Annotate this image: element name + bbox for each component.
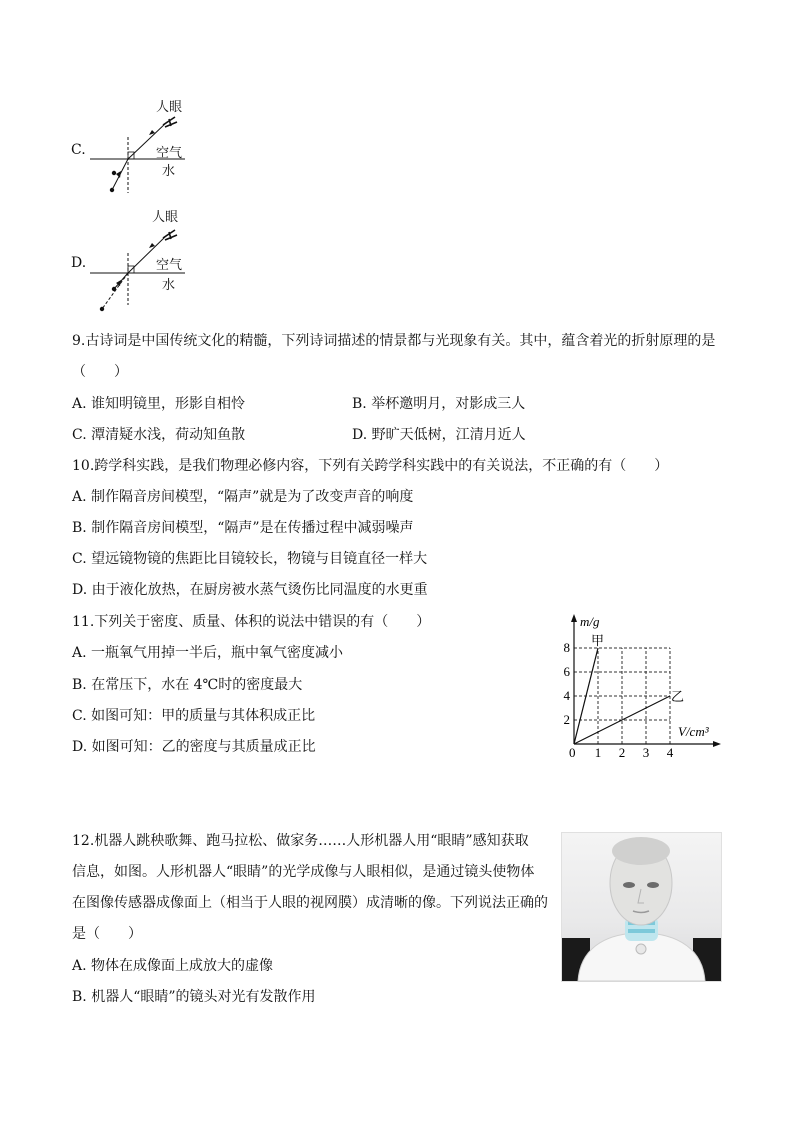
q10-option-b: B. 制作隔音房间模型，“隔声”是在传播过程中减弱噪声	[72, 520, 414, 536]
y-tick-label: 6	[563, 664, 570, 679]
y-tick-label: 2	[563, 712, 570, 727]
option-d-label: D.	[71, 255, 87, 271]
x-tick-label: 3	[642, 745, 650, 760]
q11-option-d: D. 如图可知：乙的密度与其质量成正比	[72, 739, 316, 755]
eye-icon	[163, 230, 177, 240]
q11-option-a: A. 一瓶氧气用掉一半后，瓶中氧气密度减小	[72, 645, 344, 661]
q9-option-a: A. 谁知明镜里，形影自相怜	[72, 396, 246, 412]
diagram-c-water-label: 水	[162, 164, 176, 179]
diagram-d-water-label: 水	[162, 278, 176, 293]
q12-option-a: A. 物体在成像面上成放大的虚像	[72, 958, 274, 974]
y-axis-label: m/g	[580, 614, 600, 629]
q9-option-b: B. 举杯邀明月，对影成三人	[352, 396, 526, 412]
x-tick-label: 2	[618, 745, 626, 760]
q10-option-c: C. 望远镜物镜的焦距比目镜较长，物镜与目镜直径一样大	[72, 551, 428, 567]
y-tick-label: 8	[563, 640, 570, 655]
x-axis-label: V/cm³	[678, 724, 709, 739]
diagram-c-eye-label: 人眼	[156, 100, 183, 115]
q12-option-b: B. 机器人“眼睛”的镜头对光有发散作用	[72, 989, 316, 1005]
line-jia-label: 甲	[591, 634, 605, 649]
x-tick-label: 1	[594, 745, 602, 760]
refraction-diagram-d	[85, 205, 205, 315]
x-axis-arrow	[713, 741, 721, 747]
robot-figure	[562, 833, 721, 981]
q9-option-d: D. 野旷天低树，江清月近人	[352, 427, 526, 443]
option-c-label: C.	[71, 142, 86, 158]
graph-grid	[574, 648, 670, 744]
line-yi-label: 乙	[671, 690, 685, 705]
q10-option-d: D. 由于液化放热，在厨房被水蒸气烫伤比同温度的水更重	[72, 582, 428, 598]
diagram-c-air-label: 空气	[156, 146, 183, 161]
q12-stem-line-2: 信息，如图。人形机器人“眼睛”的光学成像与人眼相似，是通过镜头使物体	[72, 864, 535, 880]
q11-option-b: B. 在常压下，水在 4℃时的密度最大	[72, 677, 303, 693]
y-tick-label: 4	[563, 688, 570, 703]
diagram-d-eye-label: 人眼	[152, 210, 179, 225]
mass-volume-graph	[560, 612, 735, 762]
origin-label: 0	[569, 745, 576, 760]
q9-option-c: C. 潭清疑水浅，荷动知鱼散	[72, 427, 246, 443]
q9-stem: 9.古诗词是中国传统文化的精髓，下列诗词描述的情景都与光现象有关。其中，蕴含着光的折射原理的是	[72, 333, 716, 349]
q12-stem-line-3: 在图像传感器成像面上（相当于人眼的视网膜）成清晰的像。下列说法正确的	[72, 895, 548, 911]
q10-stem: 10.跨学科实践，是我们物理必修内容，下列有关跨学科实践中的有关说法，不正确的有（ ）	[72, 458, 669, 474]
robot-photo	[561, 832, 722, 982]
q10-option-a: A. 制作隔音房间模型，“隔声”就是为了改变声音的响度	[72, 489, 414, 505]
diagram-d-air-label: 空气	[156, 258, 183, 273]
x-tick-label: 4	[666, 745, 674, 760]
y-axis-arrow	[571, 614, 577, 622]
refraction-diagram-c	[85, 95, 205, 200]
q11-stem: 11.下列关于密度、质量、体积的说法中错误的有（ ）	[72, 614, 431, 630]
q12-stem-line-1: 12.机器人跳秧歌舞、跑马拉松、做家务……人形机器人用“眼睛”感知获取	[72, 833, 529, 849]
q11-option-c: C. 如图可知：甲的质量与其体积成正比	[72, 708, 316, 724]
q12-stem-line-4: 是（ ）	[72, 926, 142, 942]
q9-blank: （ ）	[72, 364, 128, 380]
eye-icon	[163, 117, 177, 127]
